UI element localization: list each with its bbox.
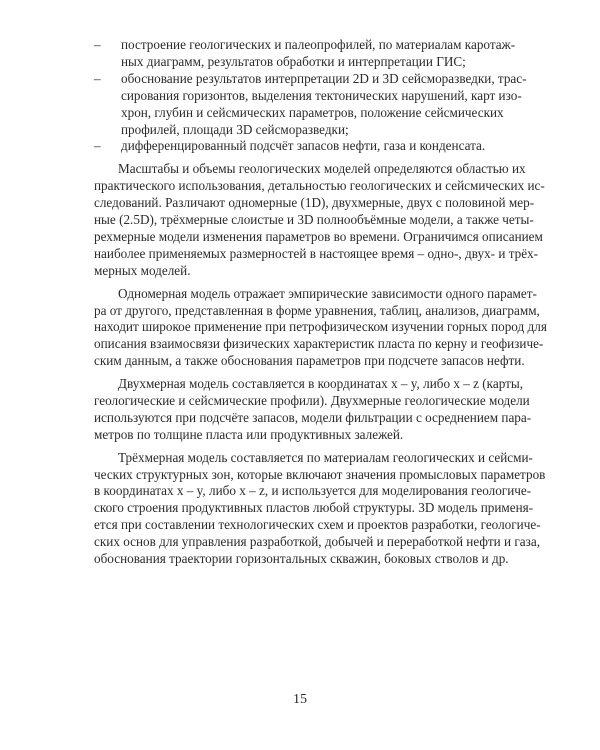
- text-line: ческих структурных зон, которые включают значения промысловых параметров: [94, 467, 546, 482]
- text-line: сирования горизонтов, выделения тектонических нарушений, карт изо-: [121, 88, 522, 103]
- text-line: ных диаграмм, результатов обработки и интерпретации ГИС;: [121, 54, 466, 69]
- text-line: описания взаимосвязи физических характеристик пласта по керну и геофизиче-: [94, 336, 544, 351]
- bullet-dash: –: [94, 37, 101, 52]
- text-line: Трёхмерная модель составляется по материалам геологических и сейсми-: [118, 450, 533, 465]
- text-line: обоснование результатов интерпретации 2D и 3D сейсморазведки, трас-: [121, 71, 527, 86]
- bullet-dash: –: [94, 138, 101, 153]
- text-line: Масштабы и объемы геологических моделей определяются областью их: [118, 161, 526, 176]
- text-line: в координатах x – y, либо x – z, и используется для моделирования геологиче-: [94, 483, 532, 498]
- text-line: геологические и сейсмические профили). Двухмерные геологические модели: [94, 393, 530, 408]
- text-line: следований. Различают одномерные (1D), двухмерные, двух с половиной мер-: [94, 195, 535, 210]
- text-line: ется при составлении технологических схем и проектов разработки, геологиче-: [94, 517, 541, 532]
- text-line: используются при подсчёте запасов, модели фильтрации с осреднением пара-: [94, 410, 532, 425]
- bullet-dash: –: [94, 71, 101, 86]
- page-number: 15: [293, 692, 307, 707]
- text-line: рехмерные модели изменения параметров во времени. Ограничимся описанием: [94, 229, 543, 244]
- text-line: Двухмерная модель составляется в координатах x – y, либо x – z (карты,: [118, 376, 524, 391]
- text-line: хрон, глубин и сейсмических параметров, положение сейсмических: [121, 105, 504, 120]
- text-line: находит широкое применение при петрофизическом изучении горных пород для: [94, 319, 547, 334]
- text-line: метров по толщине пласта или продуктивных залежей.: [94, 427, 404, 442]
- text-line: практического использования, детальностью геологических и сейсмических ис-: [94, 178, 545, 193]
- text-line: профилей, площади 3D сейсморазведки;: [121, 122, 349, 137]
- text-line: ским данным, а также обоснования параметров при подсчете запасов нефти.: [94, 353, 525, 368]
- text-line: Одномерная модель отражает эмпирические зависимости одного парамет-: [118, 286, 537, 301]
- text-line: ра от другого, представленная в форме уравнения, таблиц, анализов, диаграмм,: [94, 303, 540, 318]
- text-line: обоснования траектории горизонтальных скважин, боковых стволов и др.: [94, 551, 509, 566]
- text-line: ских основ для управления разработкой, добычей и переработкой нефти и газа,: [94, 534, 541, 549]
- text-line: ные (2.5D), трёхмерные слоистые и 3D полнообъёмные модели, а также четы-: [94, 212, 534, 227]
- text-line: дифференцированный подсчёт запасов нефти, газа и конденсата.: [121, 138, 486, 153]
- text-line: построение геологических и палеопрофилей, по материалам каротаж-: [121, 37, 516, 52]
- text-line: ского строения продуктивных пластов любой структуры. 3D модель применя-: [94, 500, 534, 515]
- text-line: наиболее применяемых размерностей в настоящее время – одно-, двух- и трёх-: [94, 246, 539, 261]
- text-line: мерных моделей.: [94, 263, 191, 278]
